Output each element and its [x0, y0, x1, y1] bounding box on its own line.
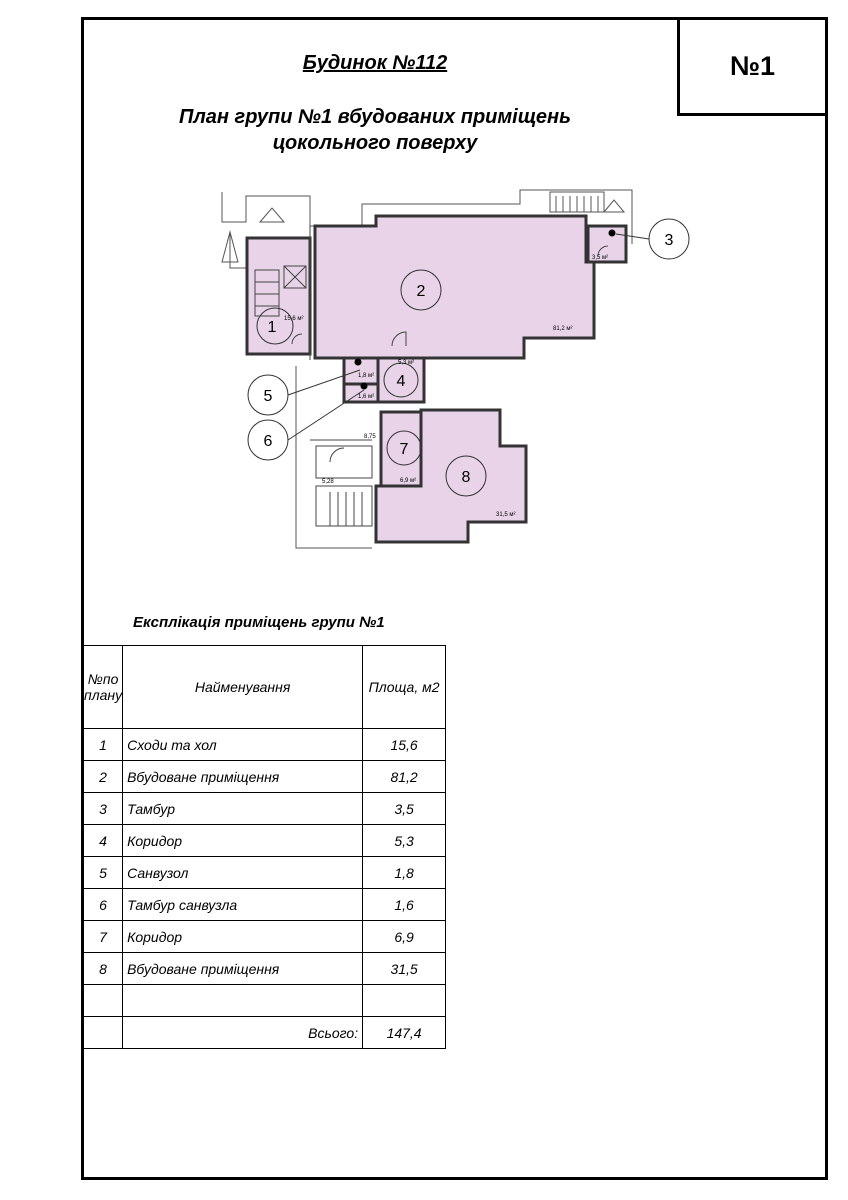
header-no-line2: плану [84, 687, 123, 703]
row-name: Вбудоване приміщення [123, 953, 363, 985]
room-number-8: 8 [461, 469, 471, 486]
area-label-3: 3,5 м² [592, 255, 609, 261]
table-row [84, 889, 446, 921]
row-no: 4 [84, 825, 123, 857]
area-label-5: 1,8 м² [358, 373, 375, 379]
area-label-misc-a: 8,75 [364, 434, 376, 440]
total-no-empty [84, 1017, 123, 1049]
table-row [84, 857, 446, 889]
table-row [84, 729, 446, 761]
row-no: 1 [84, 729, 123, 761]
explication-table [83, 645, 446, 1049]
area-label-8: 31,5 м² [496, 512, 516, 518]
room-number-3: 3 [664, 232, 674, 249]
room-number-6: 6 [263, 433, 273, 450]
plan-title-line2: цокольного поверху [272, 132, 478, 154]
row-no: 8 [84, 953, 123, 985]
sheet-number: №1 [677, 17, 828, 116]
table-row [84, 761, 446, 793]
row-area: 5,3 [363, 825, 446, 857]
room-number-7: 7 [399, 441, 409, 458]
header-no-line1: №по [87, 671, 119, 687]
area-label-misc-b: 5,28 [322, 479, 334, 485]
row-no: 7 [84, 921, 123, 953]
house-title: Будинок №112 [302, 52, 448, 74]
row-area: 1,6 [363, 889, 446, 921]
table-row [84, 921, 446, 953]
row-no: 5 [84, 857, 123, 889]
row-area: 81,2 [363, 761, 446, 793]
row-name: Коридор [123, 825, 363, 857]
rooms [247, 216, 626, 542]
area-label-4: 5,3 м² [398, 360, 415, 366]
row-area: 15,6 [363, 729, 446, 761]
plan-title [120, 104, 630, 156]
area-label-7: 6,9 м² [400, 478, 417, 484]
row-area: 6,9 [363, 921, 446, 953]
explication-title: Експлікація приміщень групи №1 [133, 614, 385, 631]
row-name: Вбудоване приміщення [123, 761, 363, 793]
row-name: Коридор [123, 921, 363, 953]
area-label-2: 81,2 м² [553, 326, 573, 332]
room-number-1: 1 [267, 319, 277, 336]
table-row [84, 953, 446, 985]
header-no [84, 646, 123, 729]
plan-title-line1: План групи №1 вбудованих приміщень [178, 106, 572, 128]
row-name: Сходи та хол [123, 729, 363, 761]
row-no: 6 [84, 889, 123, 921]
total-label: Всього: [123, 1017, 363, 1049]
row-no: 3 [84, 793, 123, 825]
row-area: 3,5 [363, 793, 446, 825]
table-row [84, 825, 446, 857]
room-number-2: 2 [416, 283, 426, 300]
table-row [84, 793, 446, 825]
table-row-empty [84, 985, 446, 1017]
room-number-4: 4 [396, 373, 406, 390]
row-area: 31,5 [363, 953, 446, 985]
row-area: 1,8 [363, 857, 446, 889]
floor-plan [200, 180, 700, 550]
area-label-1: 15,6 м² [284, 316, 304, 322]
row-name: Тамбур [123, 793, 363, 825]
row-area-empty [363, 985, 446, 1017]
table-total-row [84, 1017, 446, 1049]
row-name: Санвузол [123, 857, 363, 889]
header-area: Площа, м2 [363, 646, 446, 729]
row-no: 2 [84, 761, 123, 793]
header-name: Найменування [123, 646, 363, 729]
row-name-empty [123, 985, 363, 1017]
row-no-empty [84, 985, 123, 1017]
room-number-5: 5 [263, 388, 273, 405]
total-value: 147,4 [363, 1017, 446, 1049]
area-label-6: 1,6 м² [358, 394, 375, 400]
row-name: Тамбур санвузла [123, 889, 363, 921]
table-header-row [84, 646, 446, 729]
room-2 [315, 216, 594, 358]
